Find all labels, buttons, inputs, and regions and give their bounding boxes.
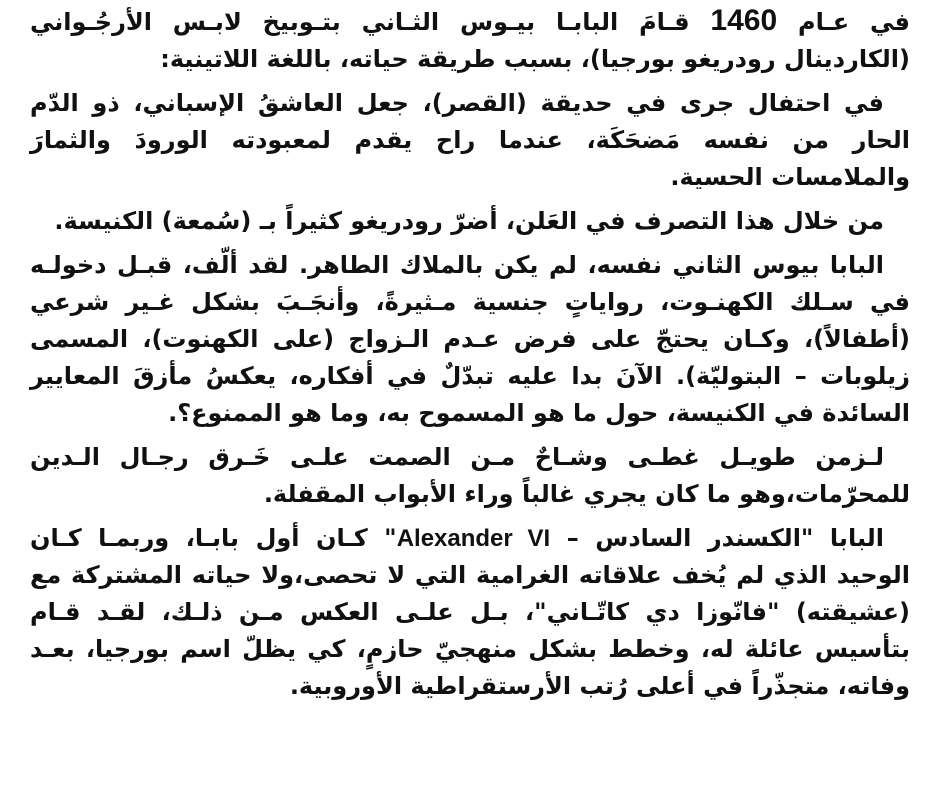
paragraph-5 [30,439,910,513]
document-page [30,2,910,798]
paragraph-5-text: لـزمن طويـل غطـى وشـاحٌ مـن الصمت علـى خَـرق رجـال الـدين للمحرّمات،وهو ما كان يجري غالباً وراء الأبواب المقفلة. [30,443,910,508]
paragraph-4-text: البابا بيوس الثاني نفسه، لم يكن بالملاك الطاهر. لقد ألّف، قبـل دخولـه في سـلك الكهنـوت، رواياتٍ جنسية مـثيرةً، وأنجَـبَ بشكل غـير شرعي (أطفالاً)، وكـان يحتجّ على فرض عـدم الـزواج (على الكهنوت)، المسمى زيلوبات – البتوليّة). الآنَ بدا عليه تبدّلٌ في أفكاره، يعكسُ مأزقَ المعايير السائدة في الكنيسة، حول ما هو المسموح به، وما هو الممنوع؟. [30,251,910,427]
paragraph-2-text: في احتفال جرى في حديقة (القصر)، جعل العاشقُ الإسباني، ذو الدّم الحار من نفسه مَضحَكَة، عندما راح يقدم لمعبودته الورودَ والثمارَ والملامسات الحسية. [30,89,910,191]
paragraph-1-text-end: قـامَ البابـا بيـوس الثـاني بتـوبيخ لابـس الأرجُـواني (الكاردينال رودريغو بورجيا)، بسبب طريقة حياته، باللغة اللاتينية: [30,8,910,73]
latin-name: Alexander VI [396,525,551,552]
paragraph-1 [30,2,910,78]
paragraph-6 [30,520,910,705]
paragraph-6-text-start: البابا "الكسندر السادس – [550,524,884,552]
paragraph-1-text-start: في عـام [777,8,911,36]
paragraph-4 [30,247,910,432]
paragraph-3 [30,203,910,240]
paragraph-3-text: من خلال هذا التصرف في العَلن، أضرّ رودريغو كثيراً بـ (سُمعة) الكنيسة. [54,207,884,235]
year-number: 1460 [710,4,778,37]
paragraph-6-text-end: " كـان أول بابـا، وربمـا كـان الوحيد الذي لم يُخف علاقاته الغرامية التي لا تحصى،ولا حياته المشتركة مع (عشيقته) "فانّوزا دي كاتّـاني"، بـل علـى العكس مـن ذلـك، لقـد قـام بتأسيس عائلة له، وخطط بشكل منهجيّ حازمٍ، كي يظلّ اسم بورجيا، بعـد وفاته، متجذّراً في أعلى رُتب الأرستقراطية الأوروبية. [30,524,910,700]
paragraph-2 [30,85,910,196]
